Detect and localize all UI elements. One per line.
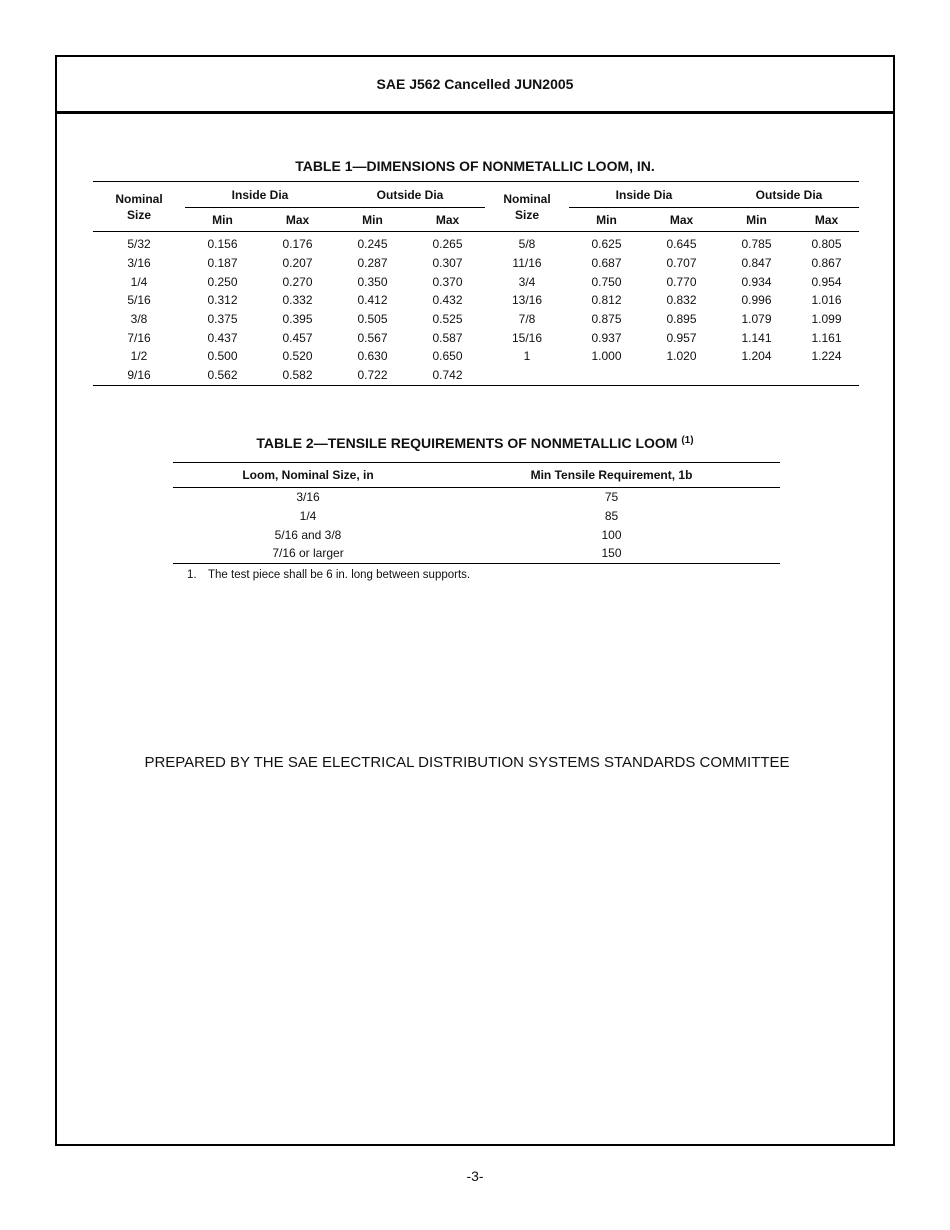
table-cell: 0.630 <box>357 349 388 364</box>
table-cell <box>794 366 859 385</box>
table-cell: 1.099 <box>811 312 842 327</box>
table-cell <box>644 366 719 385</box>
table-cell: 0.250 <box>207 274 238 289</box>
table2-footnote-ref: (1) <box>681 435 694 446</box>
table-cell: 85 <box>604 509 619 524</box>
table-cell: 1/4 <box>130 274 148 289</box>
table-cell: 3/16 <box>127 256 151 271</box>
table2-title: TABLE 2—TENSILE REQUIREMENTS OF NONMETALLIC LOOM $^{(1)}$ <box>256 435 694 451</box>
table-cell: 0.582 <box>282 368 313 383</box>
table-cell: 0.176 <box>282 237 313 252</box>
footnote-number: 1. <box>187 569 197 581</box>
outside-dia-header: Outside Dia <box>719 182 859 208</box>
table-cell: 0.722 <box>357 368 388 383</box>
table-cell: 15/16 <box>511 330 543 345</box>
document-title: SAE J562 Cancelled JUN2005 <box>376 76 574 92</box>
table-row <box>93 232 859 254</box>
table-cell: 0.457 <box>282 330 313 345</box>
table-cell: 0.350 <box>357 274 388 289</box>
table-cell: 0.957 <box>666 330 697 345</box>
table-row <box>173 488 780 507</box>
table-cell: 0.500 <box>207 349 238 364</box>
table-cell <box>485 366 569 385</box>
table-cell: 0.525 <box>432 312 463 327</box>
max-header: Max <box>814 212 839 227</box>
table-cell: 0.625 <box>591 237 622 252</box>
table-cell: 0.707 <box>666 256 697 271</box>
table-cell: 1.161 <box>811 330 842 345</box>
table-row <box>173 525 780 544</box>
table-cell: 0.307 <box>432 256 463 271</box>
inside-dia-header: Inside Dia <box>569 182 719 208</box>
table-cell <box>569 366 644 385</box>
table-cell: 1.079 <box>741 312 772 327</box>
max-header: Max <box>435 212 460 227</box>
table-cell: 0.805 <box>811 237 842 252</box>
table-row <box>93 254 859 273</box>
table1-dimensions <box>93 181 859 386</box>
table-cell: 7/8 <box>518 312 536 327</box>
table-cell: 0.847 <box>741 256 772 271</box>
table-cell: 0.432 <box>432 293 463 308</box>
table-cell: 1.141 <box>741 330 772 345</box>
table-cell: 1/2 <box>130 349 148 364</box>
table-cell: 1.016 <box>811 293 842 308</box>
table-cell: 0.520 <box>282 349 313 364</box>
table-cell: 0.312 <box>207 293 238 308</box>
table-row <box>93 272 859 291</box>
table-cell: 0.996 <box>741 293 772 308</box>
max-header: Max <box>285 212 310 227</box>
table-cell: 3/4 <box>518 274 536 289</box>
min-header: Min <box>212 212 233 227</box>
table1-title: TABLE 1—DIMENSIONS OF NONMETALLIC LOOM, IN. <box>295 158 655 174</box>
table-cell: 0.954 <box>811 274 842 289</box>
footnote-text: The test piece shall be 6 in. long between supports. <box>208 569 471 581</box>
table-cell: 9/16 <box>127 368 151 383</box>
table-cell: 0.245 <box>357 237 388 252</box>
min-header: Min <box>596 212 617 227</box>
table-cell: 1.224 <box>811 349 842 364</box>
table-cell: 0.650 <box>432 349 463 364</box>
table-cell: 1/4 <box>299 509 317 524</box>
table-cell: 0.567 <box>357 330 388 345</box>
table-row <box>93 366 859 385</box>
table-row <box>173 507 780 526</box>
table-cell: 75 <box>604 490 619 505</box>
table-cell: 0.937 <box>591 330 622 345</box>
prepared-by-statement: PREPARED BY THE SAE ELECTRICAL DISTRIBUTION SYSTEMS STANDARDS COMMITTEE <box>144 754 790 771</box>
min-tensile-header: Min Tensile Requirement, 1b <box>530 468 693 482</box>
nominal-size-header: Nominal Size <box>115 191 163 222</box>
table-cell: 0.895 <box>666 312 697 327</box>
table-cell: 0.412 <box>357 293 388 308</box>
table-cell: 100 <box>601 527 622 542</box>
table-cell: 0.187 <box>207 256 238 271</box>
inside-dia-header: Inside Dia <box>185 182 335 208</box>
table-cell: 0.934 <box>741 274 772 289</box>
table-cell: 5/8 <box>518 237 536 252</box>
table-cell: 11/16 <box>512 256 542 271</box>
table-cell: 0.370 <box>432 274 463 289</box>
table-cell: 0.505 <box>357 312 388 327</box>
table-cell: 0.332 <box>282 293 313 308</box>
table2-footnote <box>187 569 470 581</box>
table-cell: 1.020 <box>666 349 697 364</box>
table-cell: 3/8 <box>130 312 148 327</box>
table2-tensile <box>173 462 780 564</box>
table-cell: 5/16 <box>127 293 151 308</box>
table-cell: 7/16 <box>127 330 151 345</box>
nominal-size-header: Nominal Size <box>503 191 551 222</box>
table-cell: 0.207 <box>282 256 313 271</box>
table-cell: 0.265 <box>432 237 463 252</box>
table-cell: 0.770 <box>666 274 697 289</box>
table-row <box>173 544 780 563</box>
table-cell: 0.562 <box>207 368 238 383</box>
table-cell: 0.867 <box>811 256 842 271</box>
min-header: Min <box>746 212 767 227</box>
table-cell: 0.375 <box>207 312 238 327</box>
table-cell: 0.645 <box>666 237 697 252</box>
table-cell: 1 <box>523 349 531 364</box>
table-cell: 5/32 <box>127 237 151 252</box>
table-cell: 1.000 <box>591 349 622 364</box>
table-cell: 0.785 <box>741 237 772 252</box>
table-cell: 13/16 <box>511 293 543 308</box>
table-cell: 150 <box>601 546 622 561</box>
table-cell: 7/16 or larger <box>272 546 344 561</box>
table-cell: 3/16 <box>296 490 320 505</box>
page-frame <box>55 55 895 1146</box>
table-cell: 0.812 <box>591 293 622 308</box>
table-cell: 0.287 <box>357 256 388 271</box>
table-row <box>93 291 859 310</box>
outside-dia-header: Outside Dia <box>335 182 485 208</box>
table-cell: 5/16 and 3/8 <box>274 527 342 542</box>
table-cell: 0.875 <box>591 312 622 327</box>
table-cell: 0.270 <box>282 274 313 289</box>
table-cell: 0.742 <box>432 368 463 383</box>
table-cell: 1.204 <box>741 349 772 364</box>
table-cell: 0.437 <box>207 330 238 345</box>
table-cell: 0.687 <box>591 256 622 271</box>
table-cell: 0.395 <box>282 312 313 327</box>
table-row <box>93 310 859 329</box>
table-cell: 0.156 <box>207 237 238 252</box>
table-cell <box>719 366 794 385</box>
table-cell: 0.750 <box>591 274 622 289</box>
loom-size-header: Loom, Nominal Size, in <box>242 468 374 482</box>
table-row <box>93 328 859 347</box>
table-cell: 0.587 <box>432 330 463 345</box>
document-header <box>57 57 893 114</box>
max-header: Max <box>669 212 694 227</box>
min-header: Min <box>362 212 383 227</box>
page-number: -3- <box>466 1168 484 1184</box>
table-row <box>93 347 859 366</box>
table-cell: 0.832 <box>666 293 697 308</box>
